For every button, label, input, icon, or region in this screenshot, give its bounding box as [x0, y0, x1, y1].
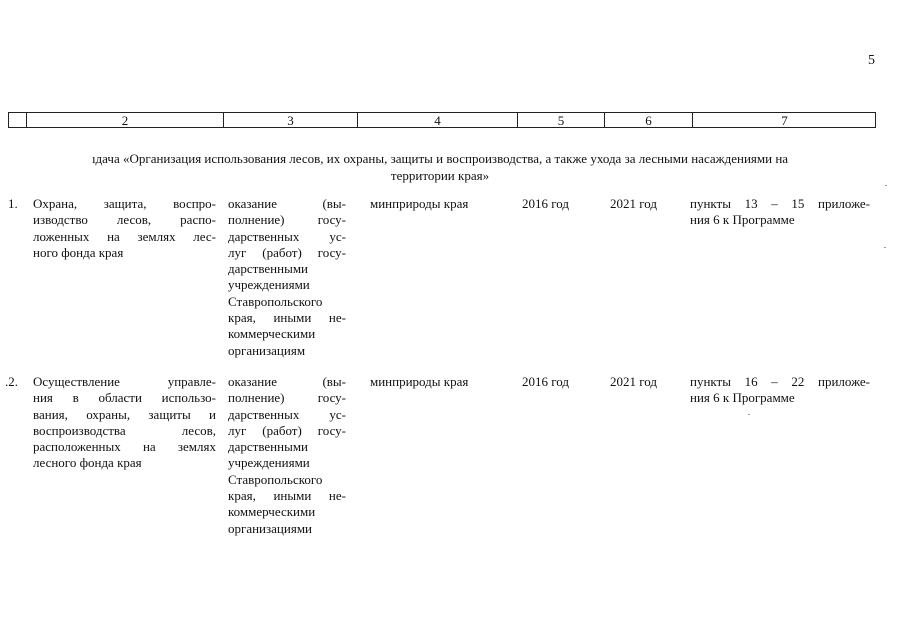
measure-name [33, 374, 216, 472]
form-line: дарственными [228, 439, 308, 455]
header-cell-4: 4 [357, 113, 517, 127]
form-line: коммерческими [228, 504, 316, 520]
measure-name-line: ния в области использо- [33, 390, 216, 406]
end-year: 2021 год [610, 374, 657, 389]
form-line: организациями [228, 520, 312, 536]
executor: минприроды края [370, 374, 469, 389]
form-line: коммерческими [228, 326, 316, 342]
header-cell-3: 3 [223, 113, 357, 127]
header-cell-7: 7 [692, 113, 876, 127]
task-heading-line-1: ıдача «Организация использования лесов, их охраны, защиты и воспроизводства, а также ухода за лесными насаждениями на [91, 151, 789, 166]
form-line: организациям [228, 342, 306, 358]
form-line: Ставропольского [228, 293, 323, 309]
annex-reference [690, 374, 870, 407]
scan-speck [885, 185, 887, 186]
scan-speck [884, 247, 886, 248]
task-heading-line-2: территории края» [390, 168, 490, 183]
measure-name-line: лесного фонда края [33, 455, 142, 471]
form-line: края, иными не- [228, 310, 346, 326]
implementation-form [228, 374, 346, 537]
annex-reference [690, 196, 870, 229]
form-line: полнение) госу- [228, 212, 346, 228]
annex-reference-line: ния 6 к Программе [690, 212, 795, 228]
form-line: края, иными не- [228, 488, 346, 504]
form-line: учреждениями [228, 455, 310, 471]
start-year: 2016 год [522, 196, 569, 211]
measure-name-line: изводство лесов, распо- [33, 212, 216, 228]
form-line: оказание (вы- [228, 196, 346, 211]
header-cell-partial [8, 113, 26, 127]
form-line: дарственных ус- [228, 228, 346, 244]
executor: минприроды края [370, 196, 469, 211]
measure-name-line: ложенных на землях лес- [33, 228, 216, 244]
header-cell-5: 5 [517, 113, 604, 127]
start-year: 2016 год [522, 374, 569, 389]
form-line: дарственных ус- [228, 406, 346, 422]
table-header-row [8, 112, 876, 128]
form-line: оказание (вы- [228, 374, 346, 389]
page-number: 5 [868, 53, 875, 68]
annex-reference-line: пункты 13 – 15 приложе- [690, 196, 870, 211]
measure-name-line: воспроизводства лесов, [33, 422, 216, 438]
form-line: дарственными [228, 261, 308, 277]
form-line: луг (работ) госу- [228, 244, 346, 260]
measure-name-line: вания, охраны, защиты и [33, 406, 216, 422]
annex-reference-line: ния 6 к Программе [690, 390, 795, 406]
form-line: полнение) госу- [228, 390, 346, 406]
measure-name [33, 196, 216, 261]
measure-name-line: Охрана, защита, воспро- [33, 196, 216, 211]
implementation-form [228, 196, 346, 359]
row-number: 1. [8, 196, 18, 211]
form-line: луг (работ) госу- [228, 422, 346, 438]
measure-name-line: расположенных на землях [33, 439, 216, 455]
annex-reference-line: пункты 16 – 22 приложе- [690, 374, 870, 389]
header-cell-6: 6 [604, 113, 692, 127]
form-line: учреждениями [228, 277, 310, 293]
form-line: Ставропольского [228, 471, 323, 487]
end-year: 2021 год [610, 196, 657, 211]
measure-name-line: Осуществление управле- [33, 374, 216, 389]
header-cell-2: 2 [26, 113, 223, 127]
scan-speck [748, 414, 750, 415]
measure-name-line: ного фонда края [33, 244, 124, 260]
task-heading [0, 150, 880, 184]
row-number: .2. [5, 374, 18, 389]
